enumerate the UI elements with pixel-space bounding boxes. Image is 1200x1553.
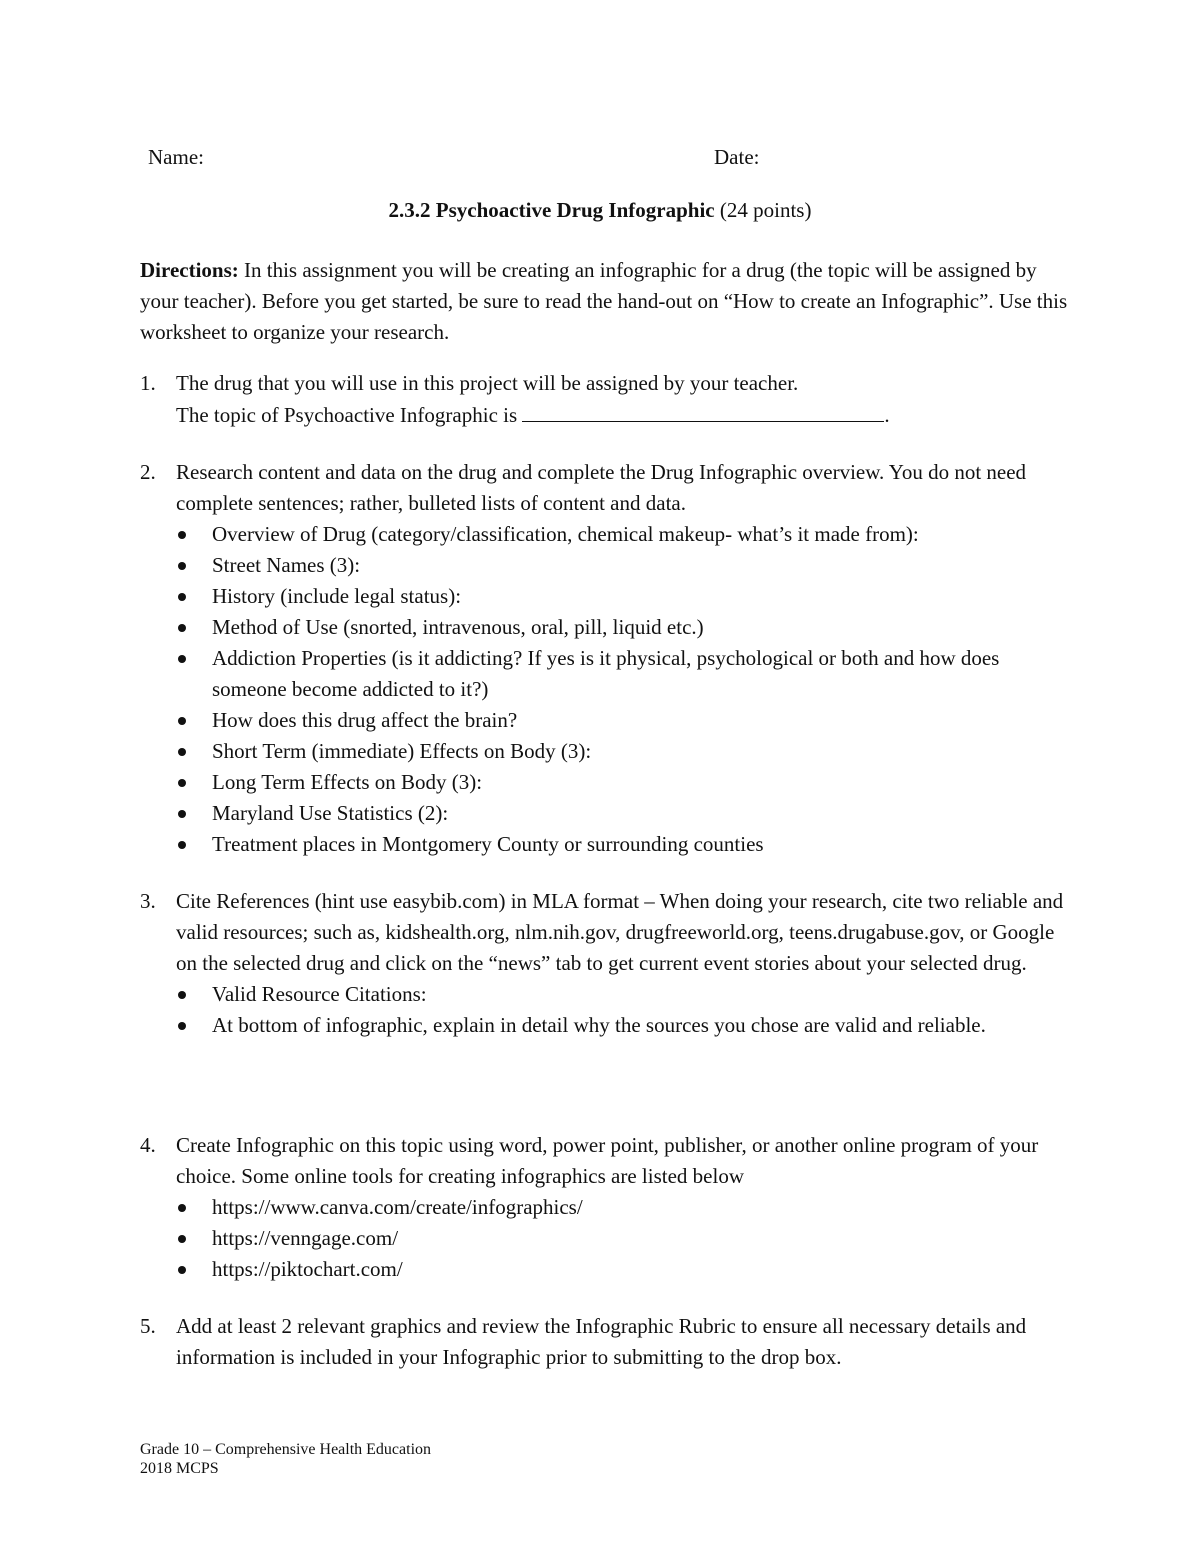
item-3-bullets bbox=[176, 979, 1070, 1041]
item-number: 4. bbox=[140, 1133, 156, 1157]
directions-label: Directions: bbox=[140, 258, 239, 282]
item-4-bullets bbox=[176, 1192, 1070, 1285]
title-text: 2.3.2 Psychoactive Drug Infographic bbox=[388, 198, 715, 222]
bullet-item: Method of Use (snorted, intravenous, oral, pill, liquid etc.) bbox=[176, 612, 1070, 643]
bullet-item: Long Term Effects on Body (3): bbox=[176, 767, 1070, 798]
item-2-bullets bbox=[176, 519, 1070, 860]
item-4-text: Create Infographic on this topic using word, power point, publisher, or another online program of your choice. Some online tools for creating infographics are listed below bbox=[176, 1133, 1039, 1188]
date-label: Date: bbox=[714, 145, 760, 169]
bullet-item: Short Term (immediate) Effects on Body (3): bbox=[176, 736, 1070, 767]
bullet-item: History (include legal status): bbox=[176, 581, 1070, 612]
item-number: 5. bbox=[140, 1314, 156, 1338]
bullet-item: Maryland Use Statistics (2): bbox=[176, 798, 1070, 829]
item-3-text: Cite References (hint use easybib.com) in MLA format – When doing your research, cite two reliable and valid resources; such as, kidshealth.org, nlm.nih.gov, drugfreeworld.org, teens.drugabuse.gov, or Google on the selected drug and click on the “news” tab to get current event stories about your selected drug. bbox=[176, 889, 1064, 975]
item-number: 3. bbox=[140, 889, 156, 913]
name-label: Name: bbox=[148, 145, 204, 169]
bullet-item: At bottom of infographic, explain in detail why the sources you chose are valid and reliable. bbox=[176, 1010, 1070, 1041]
bullet-link[interactable]: https://venngage.com/ bbox=[176, 1223, 1070, 1254]
list-item-4 bbox=[140, 1130, 1070, 1285]
item-1-line1: The drug that you will use in this project will be assigned by your teacher. bbox=[176, 371, 799, 395]
item-number: 1. bbox=[140, 371, 156, 395]
item-1-line2 bbox=[176, 399, 1070, 431]
topic-blank-line[interactable] bbox=[522, 399, 884, 422]
list-item-2 bbox=[140, 457, 1070, 860]
bullet-item: Street Names (3): bbox=[176, 550, 1070, 581]
footer-line-2: 2018 MCPS bbox=[140, 1460, 219, 1477]
item-2-text: Research content and data on the drug and complete the Drug Infographic overview. You do not need complete sentences; rather, bulleted lists of content and data. bbox=[176, 460, 1027, 515]
footer-line-1: Grade 10 – Comprehensive Health Education bbox=[140, 1441, 432, 1458]
topic-period: . bbox=[884, 403, 890, 427]
bullet-item: Overview of Drug (category/classification, chemical makeup- what’s it made from): bbox=[176, 519, 1070, 550]
title-points: (24 points) bbox=[719, 198, 812, 222]
directions-paragraph bbox=[140, 255, 1070, 348]
list-item-5 bbox=[140, 1311, 1070, 1373]
page-title bbox=[0, 198, 1200, 223]
item-number: 2. bbox=[140, 460, 156, 484]
bullet-item: How does this drug affect the brain? bbox=[176, 705, 1070, 736]
bullet-item: Treatment places in Montgomery County or surrounding counties bbox=[176, 829, 1070, 860]
list-item-3 bbox=[140, 886, 1070, 1041]
page-footer bbox=[140, 1440, 431, 1478]
list-item-1 bbox=[140, 368, 1070, 431]
bullet-link[interactable]: https://www.canva.com/create/infographics/ bbox=[176, 1192, 1070, 1223]
item-5-text: Add at least 2 relevant graphics and review the Infographic Rubric to ensure all necessary details and information is included in your Infographic prior to submitting to the drop box. bbox=[176, 1314, 1027, 1369]
bullet-item: Valid Resource Citations: bbox=[176, 979, 1070, 1010]
directions-text: In this assignment you will be creating an infographic for a drug (the topic will be assigned by your teacher). Before you get started, be sure to read the hand-out on “How to create an Infographic”. Use this worksheet to organize your research. bbox=[140, 258, 1068, 344]
bullet-item: Addiction Properties (is it addicting? If yes is it physical, psychological or both and how does someone become addicted to it?) bbox=[176, 643, 1070, 705]
topic-label: The topic of Psychoactive Infographic is bbox=[176, 403, 518, 427]
bullet-link[interactable]: https://piktochart.com/ bbox=[176, 1254, 1070, 1285]
